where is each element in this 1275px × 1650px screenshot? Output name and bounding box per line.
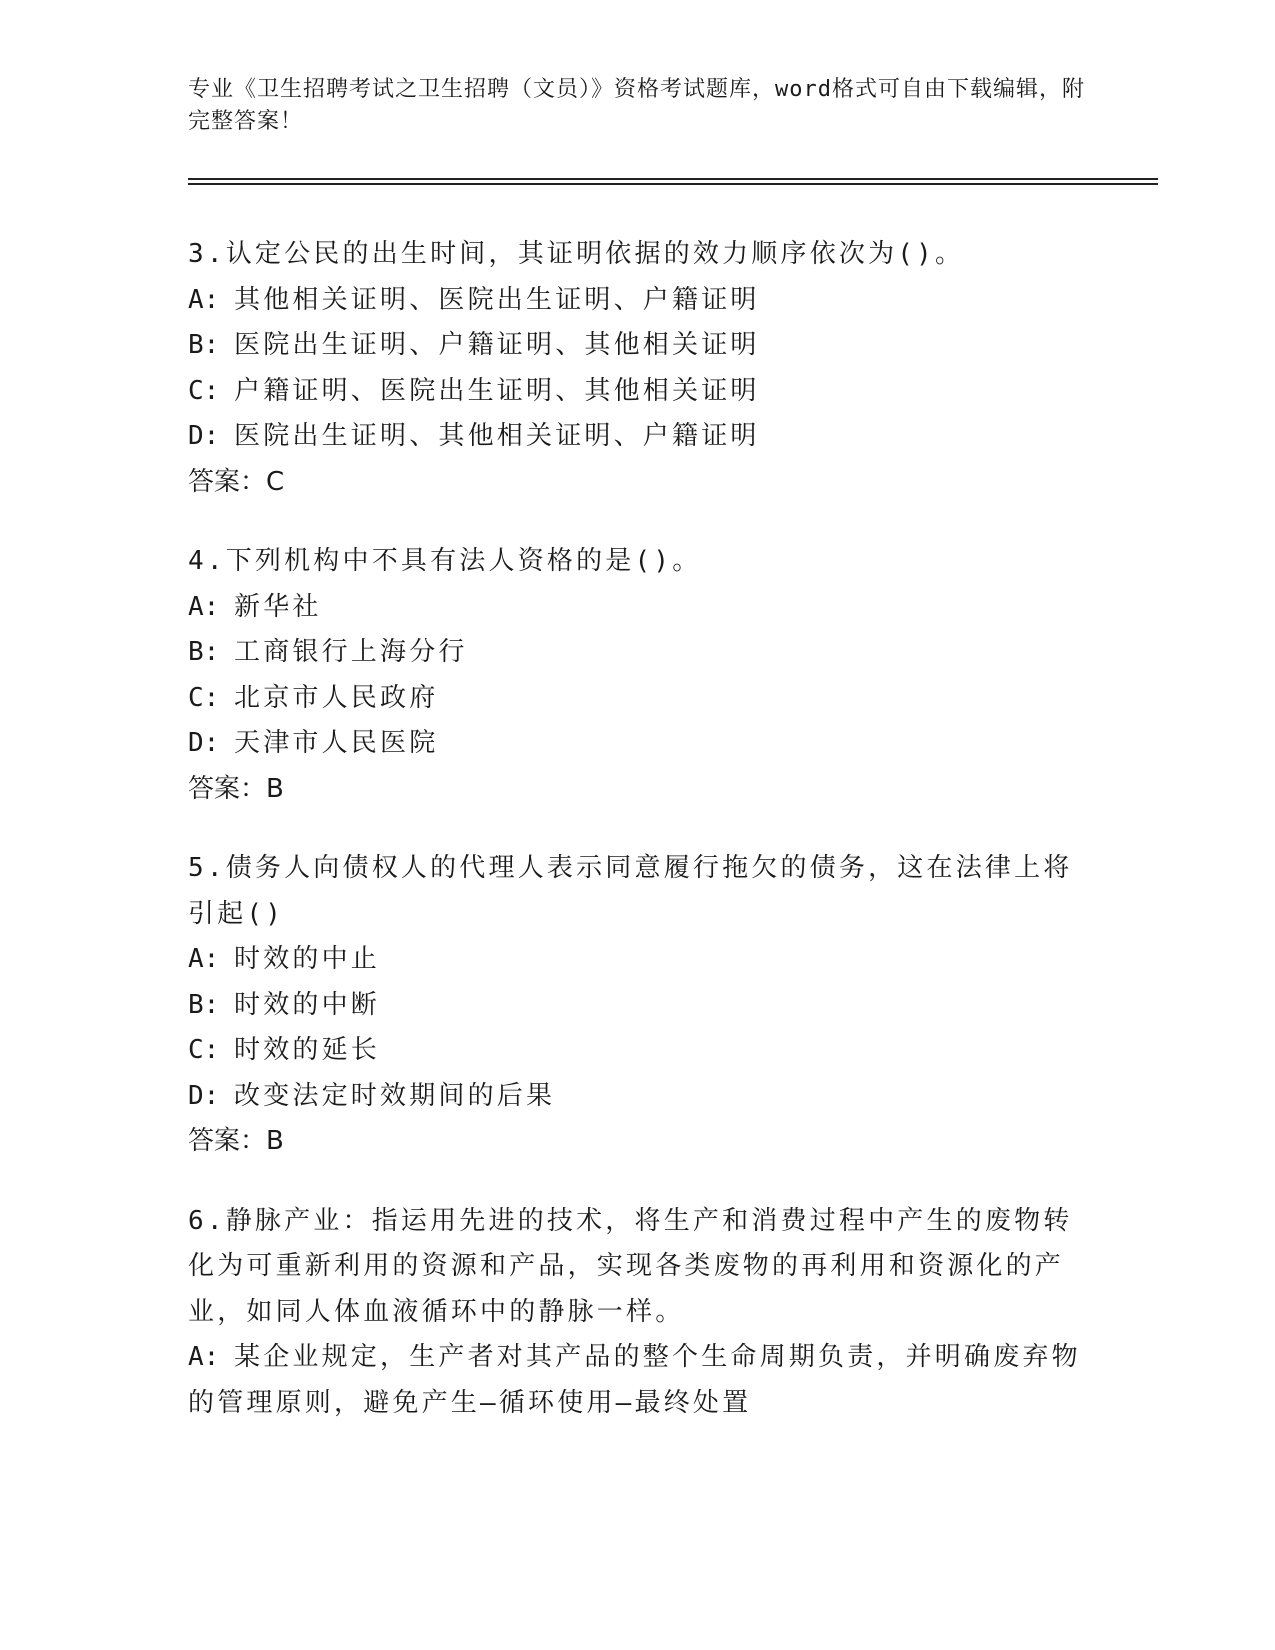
header-rule-top	[188, 178, 1158, 180]
option-key: C:	[188, 1035, 220, 1065]
answer-line: 答案：C	[188, 466, 285, 497]
option-key: A:	[188, 944, 220, 974]
option-text: 时效的延长	[234, 1035, 381, 1065]
question-item	[188, 539, 1088, 812]
option-key: D:	[188, 421, 220, 451]
option-text: 北京市人民政府	[234, 682, 439, 713]
option-key: A:	[188, 284, 220, 315]
option-key: B:	[188, 637, 220, 667]
option-d	[188, 721, 1088, 767]
header-title: 专业《卫生招聘考试之卫生招聘（文员）》资格考试题库，word格式可自由下载编辑，附完整答案！	[188, 77, 1085, 134]
option-text: 天津市人民医院	[234, 728, 439, 758]
option-d	[188, 1074, 1088, 1120]
option-a	[188, 1335, 1088, 1426]
option-key: A:	[188, 591, 220, 622]
option-c	[188, 369, 1088, 415]
option-text: 时效的中止	[234, 944, 381, 974]
option-key: A:	[188, 1342, 220, 1372]
option-key: B:	[188, 989, 220, 1020]
option-key: D:	[188, 1080, 220, 1111]
question-stem: 4.下列机构中不具有法人资格的是()。	[188, 546, 702, 576]
option-b	[188, 323, 1088, 369]
header-rule-bottom	[188, 183, 1158, 185]
question-item	[188, 846, 1088, 1165]
option-text: 户籍证明、医院出生证明、其他相关证明	[234, 375, 760, 406]
option-a	[188, 278, 1088, 324]
answer-line: 答案：B	[188, 773, 284, 804]
question-stem: 3.认定公民的出生时间，其证明依据的效力顺序依次为()。	[188, 239, 965, 269]
option-key: C:	[188, 682, 220, 713]
option-key: D:	[188, 728, 220, 758]
option-d	[188, 414, 1088, 460]
option-a	[188, 937, 1088, 983]
option-c	[188, 1028, 1088, 1074]
question-item	[188, 232, 1088, 505]
option-a	[188, 585, 1088, 631]
option-key: B:	[188, 330, 220, 360]
question-stem: 6.静脉产业：指运用先进的技术，将生产和消费过程中产生的废物转化为可重新利用的资源和产品，实现各类废物的再利用和资源化的产业，如同人体血液循环中的静脉一样。	[188, 1205, 1073, 1327]
question-stem: 5.债务人向债权人的代理人表示同意履行拖欠的债务，这在法律上将引起()	[188, 853, 1073, 929]
option-text: 其他相关证明、医院出生证明、户籍证明	[234, 284, 760, 315]
option-c	[188, 676, 1088, 722]
option-b	[188, 983, 1088, 1029]
option-text: 某企业规定，生产者对其产品的整个生命周期负责，并明确废弃物的管理原则，避免产生—循环使用—最终处置	[188, 1342, 1081, 1418]
option-b	[188, 630, 1088, 676]
question-item	[188, 1199, 1088, 1427]
option-text: 工商银行上海分行	[234, 637, 468, 667]
option-text: 医院出生证明、户籍证明、其他相关证明	[234, 330, 760, 360]
document-header	[188, 74, 1088, 138]
option-key: C:	[188, 375, 220, 406]
option-text: 时效的中断	[234, 989, 381, 1020]
option-text: 新华社	[234, 591, 322, 622]
question-list	[188, 232, 1088, 1460]
answer-line: 答案：B	[188, 1126, 284, 1156]
option-text: 医院出生证明、其他相关证明、户籍证明	[234, 421, 760, 451]
option-text: 改变法定时效期间的后果	[234, 1080, 556, 1111]
